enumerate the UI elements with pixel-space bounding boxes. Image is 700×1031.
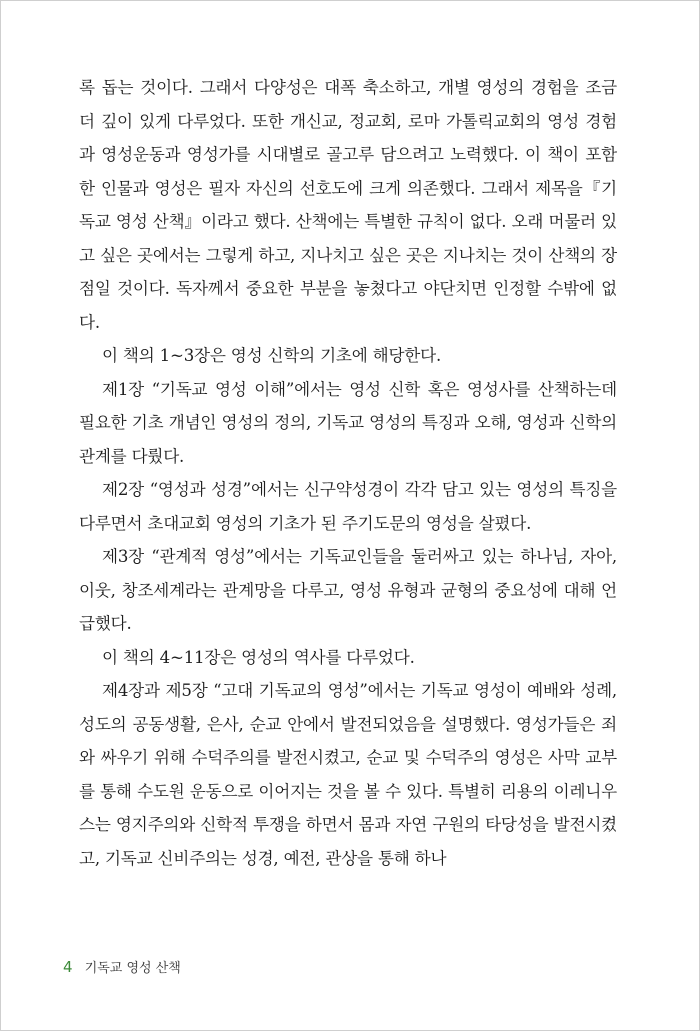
paragraph-3: 제1장 “기독교 영성 이해”에서는 영성 신학 혹은 영성사를 산책하는데 필요한 기초 개념인 영성의 정의, 기독교 영성의 특징과 오해, 영성과 신학의 관계를 다뤘다.	[79, 379, 617, 466]
paragraph-5: 제3장 “관계적 영성”에서는 기독교인들을 둘러싸고 있는 하나님, 자아, 이웃, 창조세계라는 관계망을 다루고, 영성 유형과 균형의 중요성에 대해 언급했다.	[79, 547, 617, 633]
paragraph-7: 제4장과 제5장 “고대 기독교의 영성”에서는 기독교 영성이 예배와 성례, 성도의 공동생활, 은사, 순교 안에서 발전되었음을 설명했다. 영성가들은 죄와 싸우기 위해 수덕주의를 발전시켰고, 순교 및 수덕주의 영성은 사막 교부를 통해 수도원 운동으로 이어지는 것을 볼 수 있다. 특별히 리용의 이레니우스는 영지주의와 신학적 투쟁을 하면서 몸과 자연 구원의 타당성을 발전시켰고, 기독교 신비주의는 성경, 예전, 관상을 통해 하나	[79, 681, 617, 868]
body-text	[79, 71, 617, 875]
paragraph-1: 록 돕는 것이다. 그래서 다양성은 대폭 축소하고, 개별 영성의 경험을 조금 더 깊이 있게 다루었다. 또한 개신교, 정교회, 로마 가톨릭교회의 영성 경험과 영성운동과 영성가를 시대별로 골고루 담으려고 노력했다. 이 책이 포함한 인물과 영성은 필자 자신의 선호도에 크게 의존했다. 그래서 제목을『기독교 영성 산책』이라고 했다. 산책에는 특별한 규칙이 없다. 오래 머물러 있고 싶은 곳에서는 그렇게 하고, 지나치고 싶은 곳은 지나치는 것이 산책의 장점일 것이다. 독자께서 중요한 부분을 놓쳤다고 야단치면 인정할 수밖에 없다.	[79, 78, 617, 332]
paragraph-4: 제2장 “영성과 성경”에서는 신구약성경이 각각 담고 있는 영성의 특징을 다루면서 초대교회 영성의 기초가 된 주기도문의 영성을 살폈다.	[79, 480, 617, 533]
paragraph-6: 이 책의 4~11장은 영성의 역사를 다루었다.	[102, 647, 415, 667]
page-number: 4	[63, 958, 73, 976]
paragraph-2: 이 책의 1~3장은 영성 신학의 기초에 해당한다.	[102, 346, 442, 365]
running-title: 기독교 영성 산책	[84, 961, 181, 976]
page-footer	[63, 957, 181, 976]
